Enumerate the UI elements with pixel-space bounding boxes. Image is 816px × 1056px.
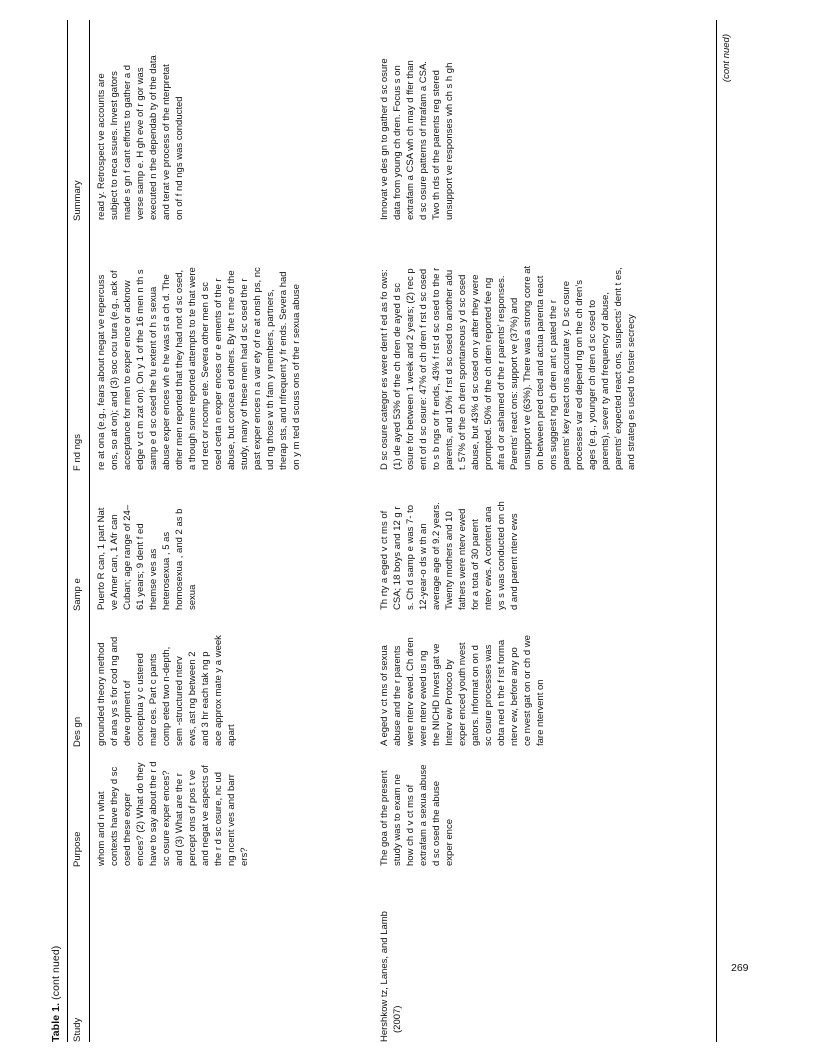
table-title-note: (cont nued) xyxy=(50,945,62,1003)
study-cell xyxy=(90,867,374,1042)
design-cell: A eged v ct ms of sexua abuse and the r parents were nterv ewed. Ch dren were nterv ewed us ng the NICHD Invest gat ve Interv ew Protoco by exper enced youth nvest gators. Informat on on d sc osure processes was obta ned n the f rst forma nterv ew, before any po ce nvest gat on or ch d we fare ntervent on xyxy=(379,635,546,746)
literature-review-table xyxy=(67,20,717,1042)
column-header-study: Study xyxy=(68,867,90,1042)
table-title xyxy=(50,20,63,1042)
table-row xyxy=(90,20,374,1042)
column-header-design: Des gn xyxy=(68,611,90,747)
sample-cell: Puerto R can, 1 part Nat ve Amer can, 1 Afr can Cuban; age range of 24–61 years; 9 dent f ed themse ves as heterosexua , 5 as homosexua , and 2 as b sexua xyxy=(96,504,198,610)
findings-cell: D sc osure categor es were dent f ed as fo ows: (1) de ayed 53% of the ch dren de ayed d sc osure for between 1 week and 2 years; (2) rec p ent of d sc osure: 47% of ch dren f rst d sc osed to s b ngs or fr ends, 43% f rst d sc osed to the r parents, and 10% f rst d sc osed to another adu t. 57% of the ch dren spontaneous y d sc osed abuse, but 43% d sc osed on y after they were prompted. 50% of the ch dren reported fee ng afra d or ashamed of the r parents’ responses. Parents’ react ons: support ve (37%) and unsupport ve (63%). There was a strong corre at on between pred cted and actua parenta react ons suggest ng ch dren ant c pated the r parents’ key react ons accurate y. D sc osure processes var ed depend ng on the ch dren’s ages (e.g., younger ch dren d sc osed to parents), sever ty and frequency of abuse, parents’ expected react ons, suspects’ dent t es, and strateg es used to foster secrecy xyxy=(379,265,637,470)
table-title-label: Table 1. xyxy=(50,1002,62,1042)
column-header-findings: F nd ngs xyxy=(68,221,90,471)
table-row xyxy=(373,20,717,1042)
summary-cell: read y. Retrospect ve accounts are subject to reca ssues. Invest gators made s gn f cant efforts to gather a d verse samp e. H gh eve of r gor was executed n the dependab ty of the data and terat ve process of the nterpretat on of f nd ngs was conducted xyxy=(96,55,185,220)
study-cell: Hershkow tz, Lanes, and Lamb (2007) xyxy=(379,911,403,1042)
findings-cell: re at ona (e.g., fears about negat ve repercuss ons, so at on); and (3) soc ocu tura (e.g., ack of acceptance for men to exper ence or acknow edge v ct m zat on). On y 1 of the 16 men n th s samp e d sc osed the fu extent of h s sexua abuse exper ences wh e he was st a ch d. The other men reported that they had not d sc osed, a though some reported attempts to te that were nd rect or ncomp ete. Severa other men d sc osed certa n exper ences or e ements of the r abuse, but concea ed others. By the t me of the study, many of these men had d sc osed the r past exper ences n a var ety of re at onsh ps, nc ud ng those w th fam y members, partners, therap sts, and nfrequent y fr ends. Severa had on y m ted d scuss ons of the r sexua abuse xyxy=(96,267,302,470)
page-number: 269 xyxy=(731,962,749,974)
design-cell: grounded theory method of ana ys s for cod ng and deve opment of conceptua y c ustered matr ces. Part c pants comp eted two n-depth, sem -structured nterv ews, ast ng between 2 and 3 hr each tak ng p ace approx mate y a week apart xyxy=(96,635,237,746)
continued-note: (cont nued) xyxy=(721,34,732,83)
table-header-row xyxy=(68,20,90,1042)
rotated-table-container xyxy=(50,20,732,1042)
column-header-purpose: Purpose xyxy=(68,747,90,867)
summary-cell: Innovat ve des gn to gather d sc osure data from young ch dren. Focus s on extrafam a CSA wh ch may d ffer than d sc osure patterns of ntrafam a CSA. Two th rds of the parents reg stered unsupport ve responses wh ch s h gh xyxy=(379,58,455,220)
column-header-sample: Samp e xyxy=(68,471,90,611)
purpose-cell: whom and n what contexts have they d sc osed these exper ences? (2) What do they have to say about the r d sc osure exper ences? and (3) What are the r percept ons of pos t ve and negat ve aspects of the r d sc osure, nc ud ng ncent ves and barr ers? xyxy=(96,761,250,866)
sample-cell: Th rty a eged v ct ms of CSA; 18 boys and 12 g r s. Ch d samp e was 7- to 12-year-o ds w th an average age of 9.2 years. Twenty mothers and 10 fathers were nterv ewed for a tota of 30 parent nterv ews. A content ana ys s was conducted on ch d and parent nterv ews xyxy=(379,501,520,610)
purpose-cell: The goa of the present study was to exam ne how ch d v ct ms of extrafam a sexua abuse d sc osed the abuse exper ence xyxy=(379,764,455,866)
column-header-summary: Summary xyxy=(68,20,90,221)
